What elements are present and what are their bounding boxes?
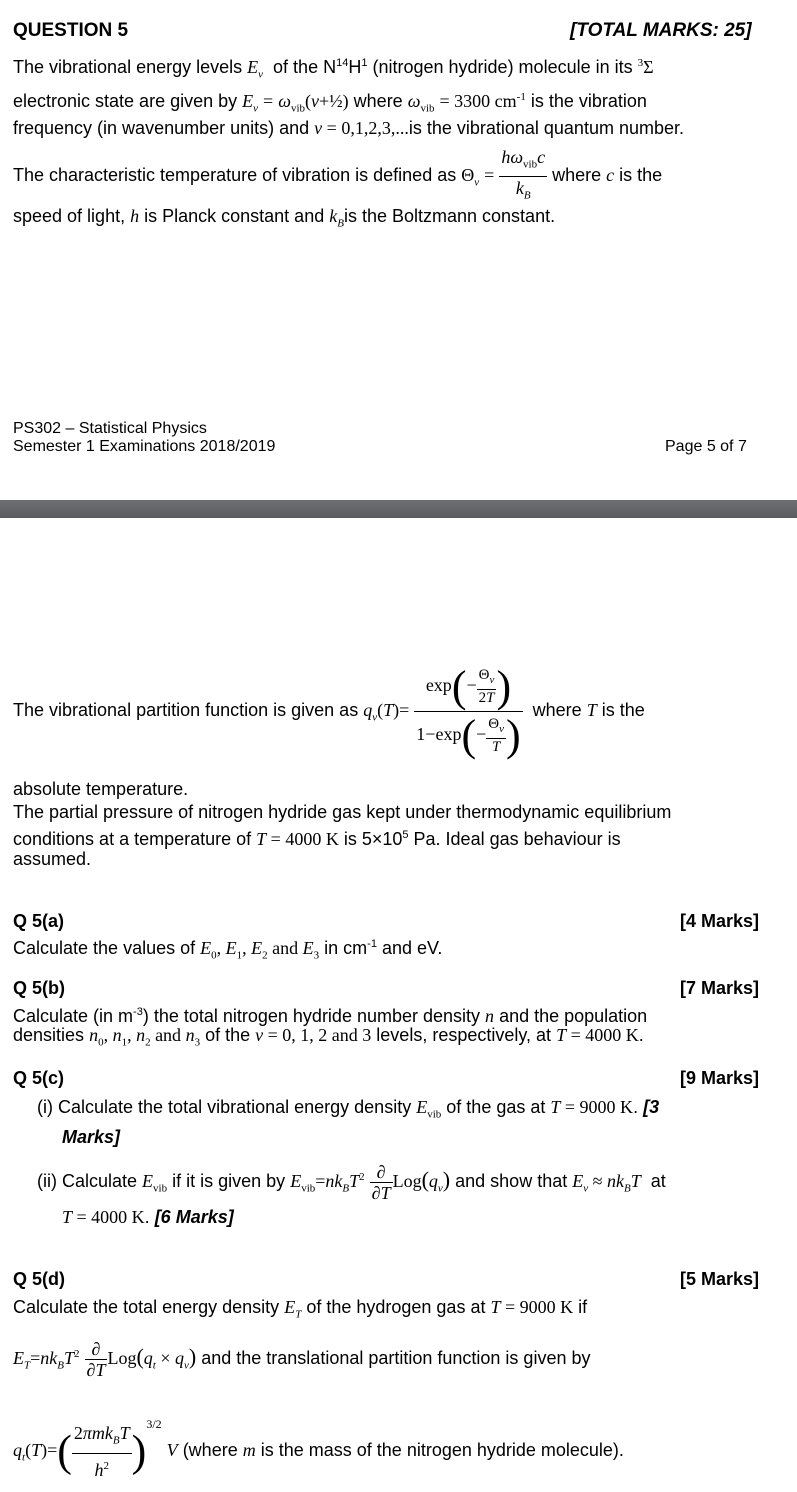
q5b-line-1: Calculate (in $m^{-3}$) the total nitrogen hydride number density n and the population: [13, 1006, 648, 1026]
question-title: QUESTION 5: [13, 20, 129, 41]
partition-line-2: absolute temperature.: [13, 779, 189, 799]
q5c-ii-line-2: T = 4000 K. [6 Marks]: [62, 1207, 234, 1227]
q5a-label: Q 5(a): [13, 911, 65, 931]
footer-course: PS302 – Statistical Physics: [13, 420, 207, 437]
partition-line-4: conditions at a temperature of T = 4000 K is $5\times 10^5$ Pa. Ideal gas behaviour is: [13, 829, 621, 849]
q5c-label: Q 5(c): [13, 1068, 65, 1088]
q5d-label: Q 5(d): [13, 1269, 65, 1289]
intro-line-1: The vibrational energy levels $E_v$ of the $N^{14}H^1$ (nitrogen hydride) molecule in its $^3$Σ: [13, 57, 654, 81]
footer-semester: Semester 1 Examinations 2018/2019: [13, 438, 276, 455]
total-marks: [TOTAL MARKS: 25]: [570, 20, 752, 41]
q5a-marks: [4 Marks]: [679, 911, 759, 931]
q5d-line-2: $E_T=nk_BT^2$ $\frac{\partial}{\partial T}$ $Log(q_t \times q_v)$ and the translational partition function is given by: [13, 1338, 591, 1380]
q5c-i-line-1: (i) Calculate the total vibrational energy density $E_{vib}$ of the gas at T = 9000 K. [3: [37, 1097, 660, 1121]
intro-line-5: speed of light, h is Planck constant and $k_Bis$ the Boltzmann constant.: [13, 206, 556, 230]
q5b-marks: [7 Marks]: [679, 978, 759, 998]
intro-line-2: electronic state are given by $E_v$ = $\omega_{vib}(v+\frac{1}{2})$ where $\omega_{vib} = 3300$ $cm^{-1}$ is the vibration: [13, 91, 647, 115]
q5a-text: Calculate the values of $E_0$, $E_1$, $E_2$ and $E_3$ in $cm^{-1}$ and eV.: [13, 938, 443, 962]
page-divider: [0, 500, 797, 518]
partition-line-3: The partial pressure of nitrogen hydride gas kept under thermodynamic equilibrium: [13, 802, 672, 822]
q5d-line-3: $q_t(T)=$( $\frac{2\pi mk_BT}{h^2}$ )$^{3/2}$ V (where m is the mass of the nitrogen hydride molecule).: [13, 1417, 624, 1480]
page-6: [0, 518, 797, 1482]
intro-line-3: frequency (in wavenumber units) and v = 0,1,2,3,...is the vibrational quantum number.: [13, 118, 684, 138]
q5d-line-1: Calculate the total energy density $E_T$ of the hydrogen gas at T = 9000 K if: [13, 1297, 588, 1321]
q5c-i-line-2: Marks]: [62, 1127, 121, 1147]
q5d-marks: [5 Marks]: [679, 1269, 759, 1289]
footer-page-number: Page 5 of 7: [665, 438, 747, 455]
intro-line-4: The characteristic temperature of vibration is defined as $\Theta_v$ = $\frac{h\omega_{vib}c}{k_B}$ where c is the: [13, 147, 663, 202]
partition-function-line: The vibrational partition function is given as $q_v(T)=$ exp(− $\frac{\Theta_v}{2T}$ ) 1−exp(− $\frac{\Theta_v}{T}$ ) where T is the: [13, 661, 645, 760]
q5b-line-2: densities $n_0$, $n_1$, $n_2$ and $n_3$ of the v = 0, 1, 2 and 3 levels, respectively, at T = 4000 K.: [13, 1025, 644, 1049]
q5b-label: Q 5(b): [13, 978, 65, 998]
page-5: [0, 0, 797, 500]
q5c-ii-line-1: (ii) Calculate $E_{vib}$ if it is given by $E_{vib}=nk_BT^2$ $\frac{\partial}{\partial T}$ $Log(q_v)$ and show that $E_v \approx nk_BT$ at: [37, 1161, 666, 1203]
partition-line-5: assumed.: [13, 849, 92, 869]
q5c-marks: [9 Marks]: [679, 1068, 759, 1088]
